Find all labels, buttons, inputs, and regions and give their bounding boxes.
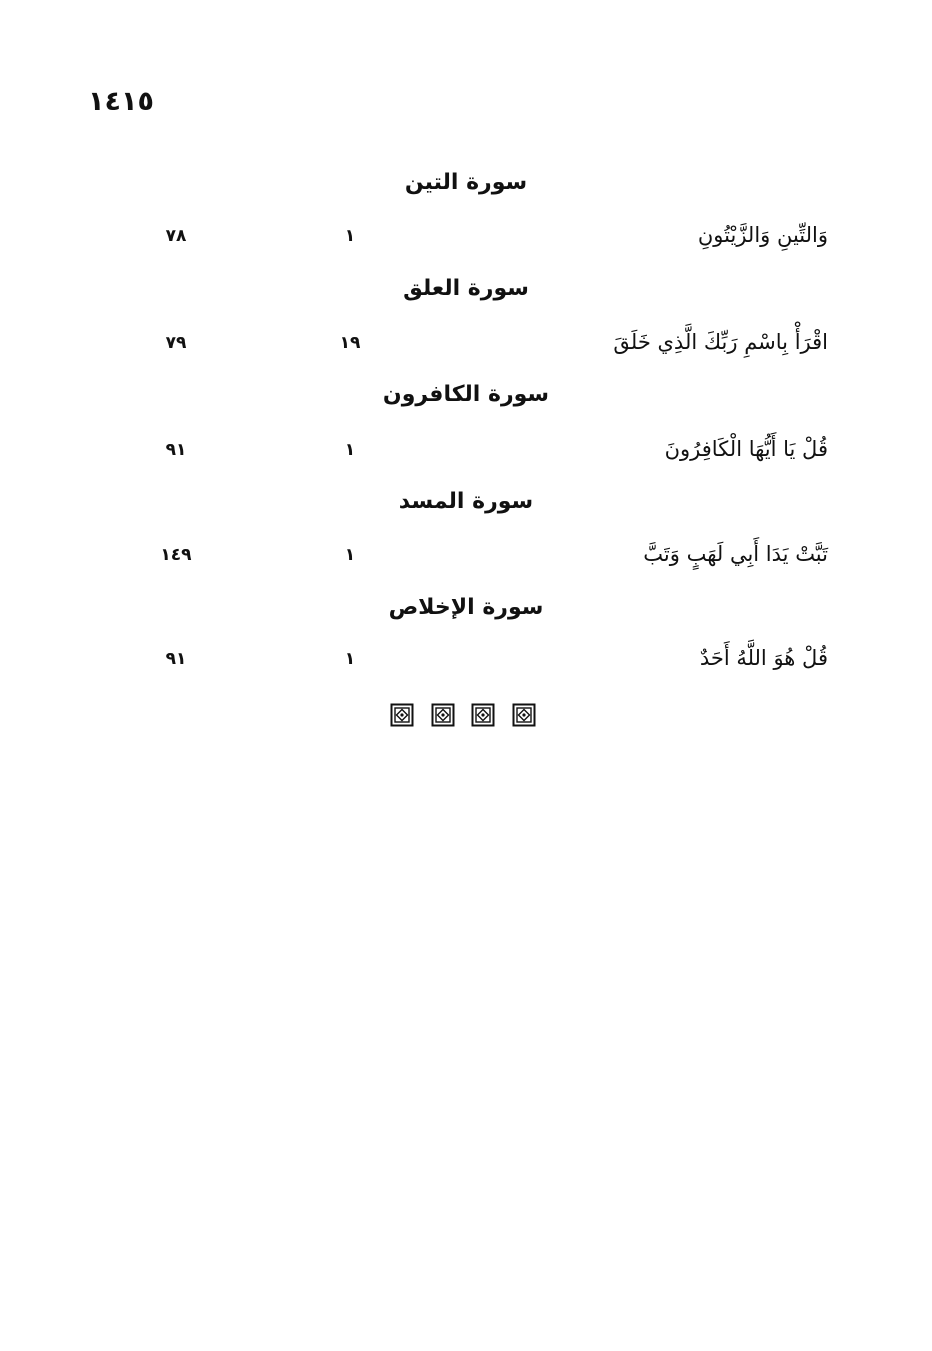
- ornament-icon: [431, 703, 455, 727]
- page-reference: ٧٩: [165, 333, 187, 353]
- surah-title: سورة المسد: [398, 489, 534, 514]
- verse-number: ١: [344, 649, 356, 669]
- verse-number: ١: [344, 226, 356, 246]
- verse-text: اقْرَأْ بِاسْمِ رَبِّكَ الَّذِي خَلَقَ: [613, 330, 828, 354]
- ornament-icon: [471, 703, 495, 727]
- verse-number: ١٩: [339, 333, 361, 353]
- verse-number: ١: [344, 545, 356, 565]
- verse-row: [0, 432, 932, 466]
- page-reference: ١٤٩: [160, 545, 192, 565]
- page-number: ١٤١٥: [88, 86, 154, 117]
- verse-row: [0, 537, 932, 571]
- surah-title: سورة العلق: [403, 276, 529, 301]
- ornament-divider: [390, 703, 536, 729]
- surah-title: سورة التين: [404, 170, 528, 195]
- verse-text: قُلْ هُوَ اللَّهُ أَحَدٌ: [699, 646, 828, 670]
- page-reference: ٩١: [165, 649, 187, 669]
- ornament-icon: [390, 703, 414, 727]
- verse-row: [0, 325, 932, 359]
- page-reference: ٩١: [165, 440, 187, 460]
- page-reference: ٧٨: [165, 226, 187, 246]
- verse-text: قُلْ يَا أَيُّهَا الْكَافِرُونَ: [664, 437, 828, 461]
- verse-row: [0, 218, 932, 252]
- verse-number: ١: [344, 440, 356, 460]
- verse-row: [0, 641, 932, 675]
- verse-text: تَبَّتْ يَدَا أَبِي لَهَبٍ وَتَبَّ: [643, 542, 828, 566]
- verse-text: وَالتِّينِ وَالزَّيْتُونِ: [697, 223, 828, 247]
- ornament-icon: [512, 703, 536, 727]
- surah-title: سورة الكافرون: [382, 382, 550, 407]
- surah-title: سورة الإخلاص: [388, 595, 544, 620]
